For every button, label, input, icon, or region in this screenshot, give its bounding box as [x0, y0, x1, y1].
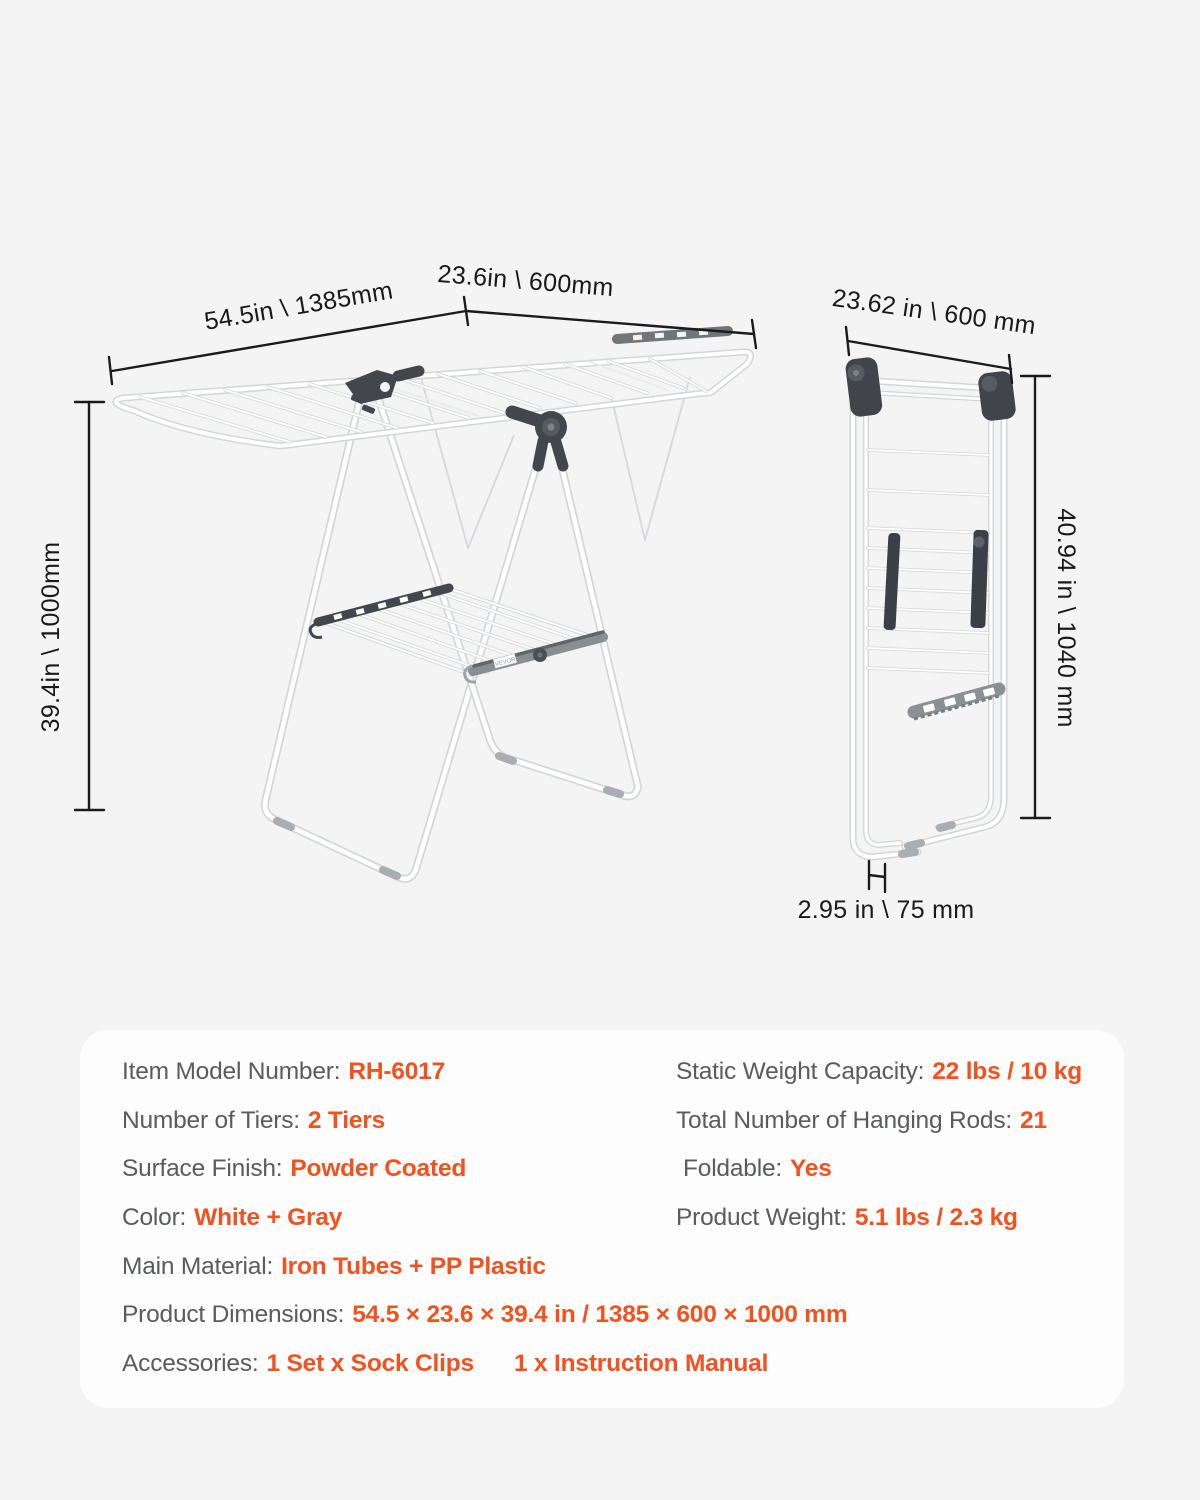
- spec-label: Surface Finish:: [122, 1155, 283, 1183]
- open-length-label: 54.5in \ 1385mm: [202, 276, 396, 336]
- spec-value: 2 Tiers: [307, 1106, 386, 1134]
- spec-value: 5.1 lbs / 2.3 kg: [854, 1204, 1018, 1232]
- spec-value: 1 Set x Sock Clips: [266, 1349, 474, 1377]
- spec-row-material: [122, 1242, 847, 1291]
- spec-value: Yes: [790, 1155, 832, 1183]
- drying-rack-folded-illustration: [844, 356, 1016, 857]
- spec-value: White + Gray: [194, 1204, 343, 1232]
- spec-row-capacity: [676, 1048, 1082, 1097]
- middle-shelf: [310, 588, 603, 682]
- spec-label: Item Model Number:: [122, 1058, 341, 1086]
- spec-row-accessories: [122, 1340, 847, 1389]
- open-depth-line: [466, 311, 754, 334]
- spec-row-foldable: [676, 1145, 1082, 1194]
- spec-label: Product Weight:: [676, 1204, 847, 1232]
- spec-label: Product Dimensions:: [122, 1301, 345, 1329]
- folded-sock-clips: [914, 687, 999, 719]
- spec-label: Color:: [122, 1204, 187, 1232]
- spec-value: RH-6017: [348, 1058, 445, 1086]
- spec-label: Accessories:: [122, 1349, 259, 1377]
- spec-value: Iron Tubes + PP Plastic: [281, 1252, 546, 1280]
- spec-value: 21: [1020, 1106, 1047, 1134]
- spec-label: Number of Tiers:: [122, 1106, 300, 1134]
- spec-label: Static Weight Capacity:: [676, 1058, 925, 1086]
- spec-label: Foldable:: [683, 1155, 782, 1183]
- spec-label: Total Number of Hanging Rods:: [676, 1106, 1013, 1134]
- drying-rack-open-illustration: [116, 330, 751, 879]
- folded-rungs: [868, 450, 988, 673]
- spec-label: Main Material:: [122, 1252, 274, 1280]
- spec-value: Powder Coated: [290, 1155, 467, 1183]
- center-hinge: [512, 411, 567, 466]
- spec-value-2: 1 x Instruction Manual: [513, 1349, 769, 1377]
- base-depth-bracket: [869, 861, 885, 892]
- spec-panel: [80, 1030, 1124, 1408]
- spec-value: 54.5 × 23.6 × 39.4 in / 1385 × 600 × 1000 mm: [352, 1301, 848, 1329]
- spec-column-right: [676, 1048, 1082, 1242]
- folded-width-label: 23.62 in \ 600 mm: [830, 283, 1038, 341]
- brand-label: VEVOR: [494, 656, 517, 669]
- folded-height-label: 40.94 in \ 1040 mm: [1052, 508, 1080, 728]
- spec-row-rods: [676, 1097, 1082, 1146]
- spec-value: 22 lbs / 10 kg: [932, 1058, 1082, 1086]
- spec-row-weight: [676, 1194, 1082, 1243]
- spec-row-dimensions: [122, 1291, 847, 1340]
- open-height-label: 39.4in \ 1000mm: [37, 541, 65, 733]
- base-depth-label: 2.95 in \ 75 mm: [797, 896, 975, 924]
- open-depth-label: 23.6in \ 600mm: [436, 259, 615, 303]
